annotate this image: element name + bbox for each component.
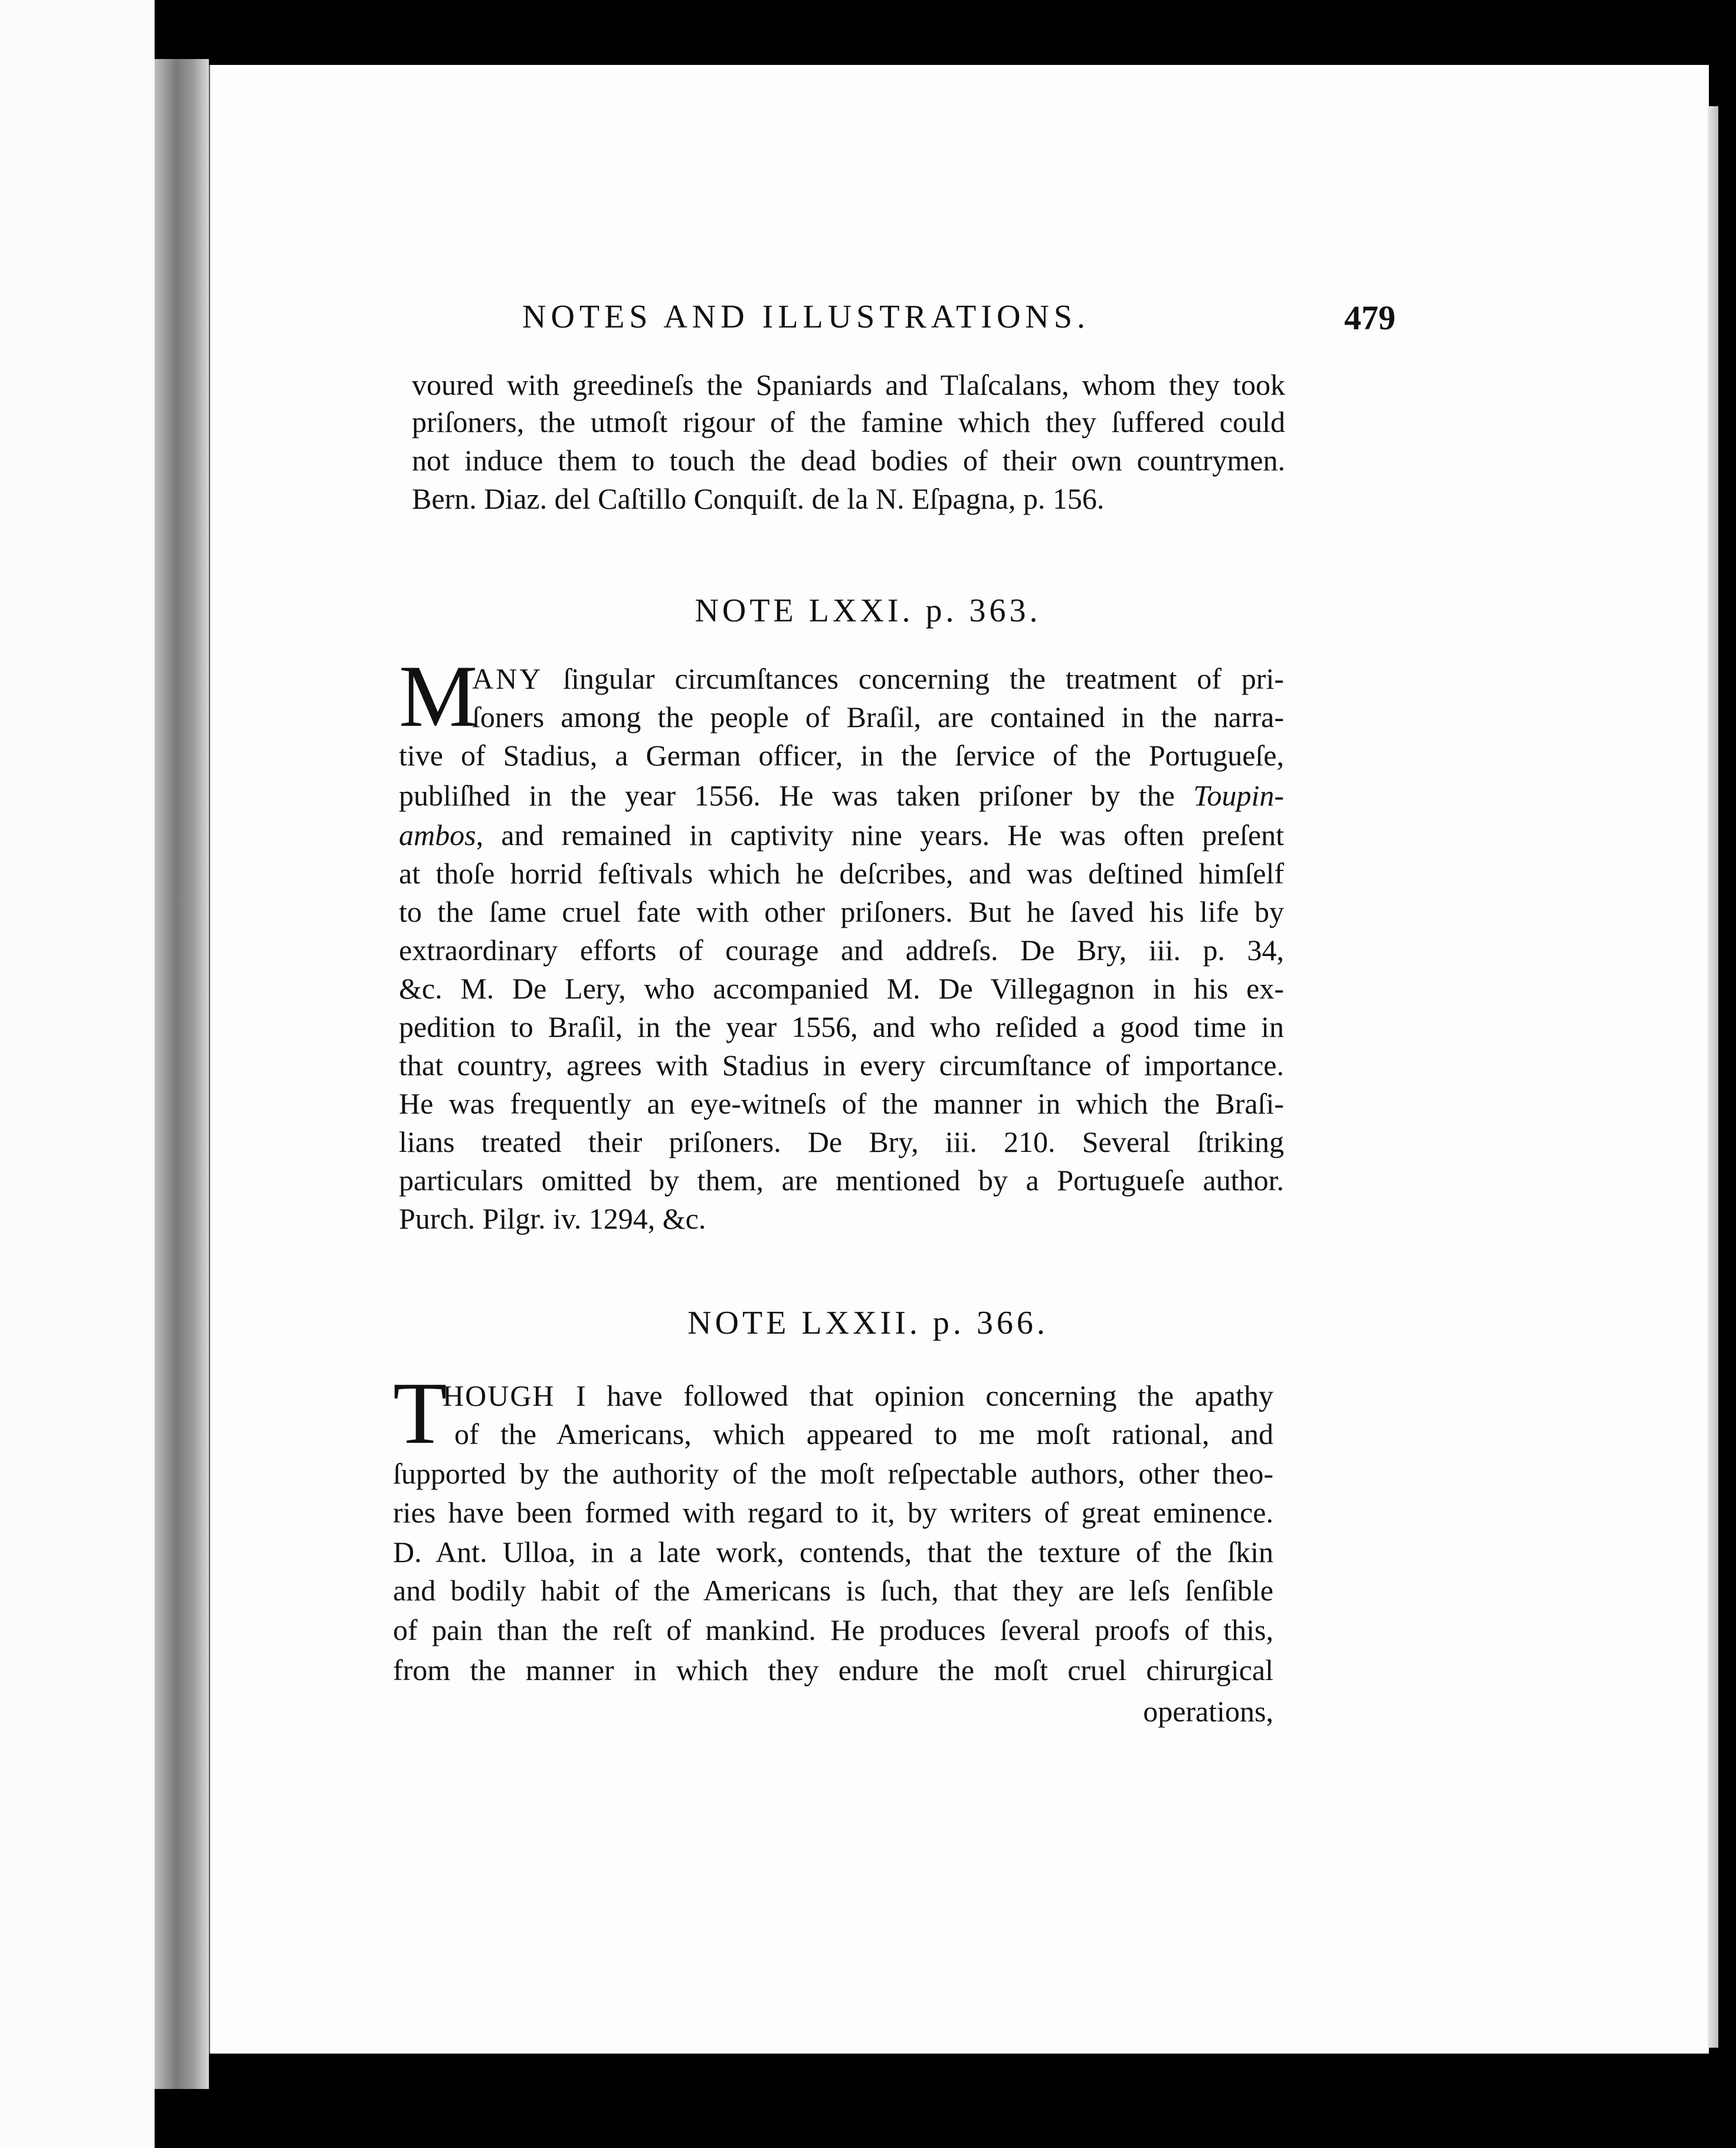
drop-cap: M	[399, 647, 478, 745]
line-text: , and remained in captivity nine years. He was often preſent	[476, 818, 1284, 852]
drop-cap: T	[393, 1364, 447, 1462]
text-line: tive of Stadius, a German officer, in the ſervice of the Portugueſe,	[399, 739, 1284, 772]
book-gutter	[155, 59, 209, 2089]
text-line	[399, 778, 1284, 813]
text-line: of pain than the reſt of mankind. He produces ſeveral proofs of this,	[393, 1613, 1273, 1646]
text-line: Purch. Pilgr. iv. 1294, &c.	[399, 1202, 706, 1235]
text-line: Bern. Diaz. del Caſtillo Conquiſt. de la N. Eſpagna, p. 156.	[412, 482, 1105, 515]
note-heading-71: NOTE LXXI. p. 363.	[695, 592, 1041, 629]
page-number: 479	[1344, 299, 1396, 337]
text-line	[443, 1378, 1273, 1413]
text-line: and bodily habit of the Americans is ſuch, that they are leſs ſenſible	[393, 1574, 1273, 1607]
italic-term: Toupin-	[1193, 779, 1284, 812]
page-header	[0, 298, 1736, 339]
text-line: to the ſame cruel fate with other priſoners. But he ſaved his life by	[399, 895, 1284, 928]
text-line: lians treated their priſoners. De Bry, iii. 210. Several ſtriking	[399, 1125, 1284, 1158]
lead-word: HOUGH	[443, 1379, 555, 1412]
text-line: at thoſe horrid feſtivals which he deſcribes, and was deſtined himſelf	[399, 857, 1284, 890]
text-line: from the manner in which they endure the moſt cruel chirurgical	[393, 1653, 1273, 1687]
line-text: ſingular circumſtances concerning the treatment of pri-	[543, 662, 1284, 695]
text-line: D. Ant. Ulloa, in a late work, contends, that the texture of the ſkin	[393, 1535, 1273, 1569]
text-line: extraordinary efforts of courage and addreſs. De Bry, iii. p. 34,	[399, 934, 1284, 967]
italic-term: ambos	[399, 818, 476, 852]
text-line: &c. M. De Lery, who accompanied M. De Villegagnon in his ex-	[399, 972, 1284, 1005]
catchword: operations,	[1143, 1695, 1273, 1728]
text-line: pedition to Braſil, in the year 1556, and who reſided a good time in	[399, 1010, 1284, 1043]
page-fore-edge	[1708, 106, 1718, 2048]
line-text: publiſhed in the year 1556. He was taken priſoner by the	[399, 779, 1194, 812]
lead-word: ANY	[472, 662, 543, 695]
text-line: ſoners among the people of Braſil, are contained in the narra-	[472, 700, 1284, 734]
text-line: He was frequently an eye-witneſs of the manner in which the Braſi-	[399, 1087, 1284, 1120]
text-line: voured with greedineſs the Spaniards and Tlaſcalans, whom they took	[412, 368, 1285, 401]
text-line: ries have been formed with regard to it, by writers of great eminence.	[393, 1496, 1273, 1529]
text-line: ſupported by the authority of the moſt reſpectable authors, other theo-	[393, 1457, 1273, 1490]
text-line: not induce them to touch the dead bodies of their own countrymen.	[412, 444, 1285, 477]
line-text: I have followed that opinion concerning the apathy	[555, 1379, 1273, 1412]
text-line	[399, 817, 1284, 853]
text-line	[472, 661, 1284, 696]
text-line: particulars omitted by them, are mentioned by a Portugueſe author.	[399, 1164, 1284, 1197]
text-line: priſoners, the utmoſt rigour of the famine which they ſuffered could	[412, 405, 1285, 438]
note-heading-72: NOTE LXXII. p. 366.	[687, 1305, 1049, 1341]
text-line: that country, agrees with Stadius in every circumſtance of importance.	[399, 1049, 1284, 1082]
text-line: of the Americans, which appeared to me moſt rational, and	[454, 1417, 1273, 1450]
running-head: NOTES AND ILLUSTRATIONS.	[522, 299, 1090, 335]
